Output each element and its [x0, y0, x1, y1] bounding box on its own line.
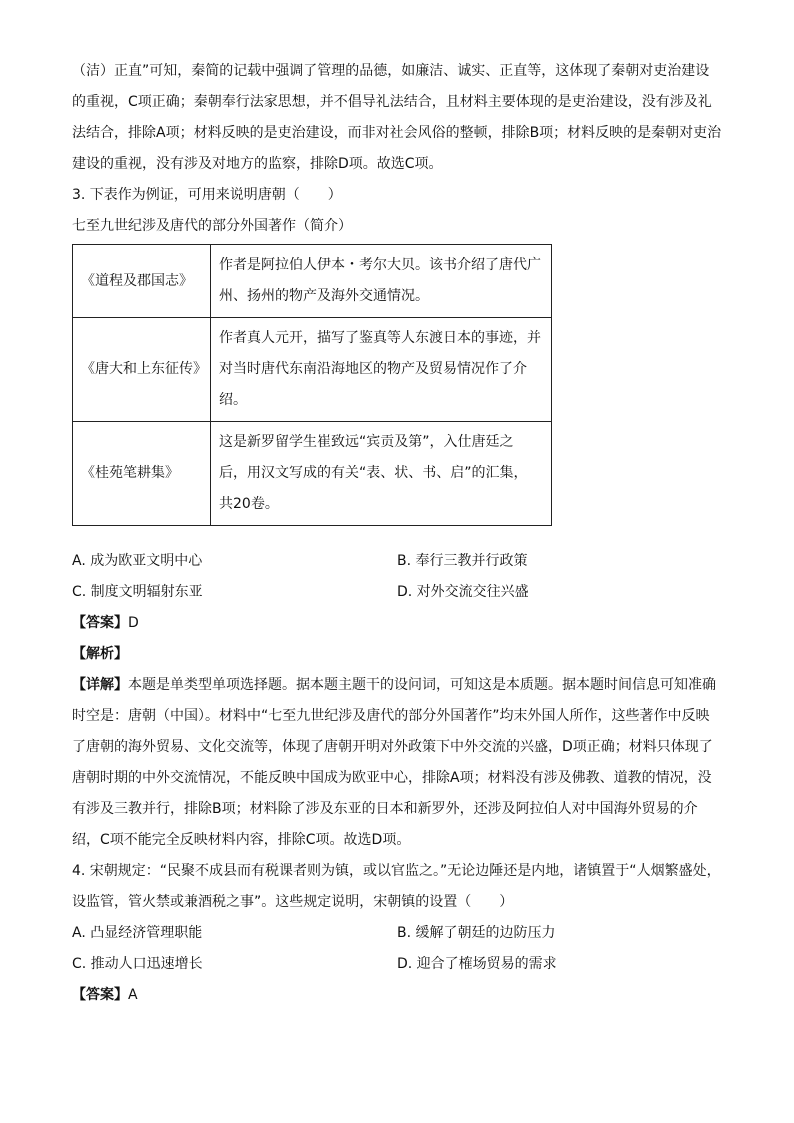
document-page: [72, 56, 722, 1011]
answer-value: A: [128, 987, 138, 1003]
table-title: 七至九世纪涉及唐代的部分外国著作（简介）: [72, 218, 352, 234]
foreign-works-table: [72, 244, 552, 526]
answer-label: 【答案】: [72, 987, 128, 1003]
question-3-analysis-heading: [72, 639, 722, 670]
table-row: [73, 422, 552, 526]
analysis-label: 【解析】: [72, 646, 128, 662]
option-c: C. 推动人口迅速增长: [72, 956, 203, 972]
question-4-stem: 4. 宋朝规定：“民聚不成县而有税课者则为镇，或以官监之。”无论边陲还是内地，诸镇置于“人烟繁盛处，设监管，管火禁或兼酒税之事”。这些规定说明，宋朝镇的设置（ ）: [72, 863, 721, 910]
work-description: 作者是阿拉伯人伊本・考尔大贝。该书介绍了唐代广州、扬州的物产及海外交通情况。: [211, 245, 552, 318]
previous-analysis-text: （洁）正直”可知，秦简的记载中强调了管理的品德，如廉洁、诚实、正直等，这体现了秦朝对吏治建设的重视，C项正确；秦朝奉行法家思想，并不倡导礼法结合，且材料主要体现的是吏治建设，没有涉及礼法结合，排除A项；材料反映的是吏治建设，而非对社会风俗的整顿，排除B项；材料反映的是秦朝对吏治建设的重视，没有涉及对地方的监察，排除D项。故选C项。: [72, 63, 722, 172]
work-name: 《桂苑笔耕集》: [73, 422, 211, 526]
option-c: C. 制度文明辐射东亚: [72, 584, 203, 600]
work-name: 《唐大和上东征传》: [73, 318, 211, 422]
option-d: D. 对外交流交往兴盛: [397, 584, 529, 600]
question-3-options: [72, 546, 722, 608]
work-description: 作者真人元开，描写了鉴真等人东渡日本的事迹，并对当时唐代东南沿海地区的物产及贸易情况作了介绍。: [211, 318, 552, 422]
option-b: B. 缓解了朝廷的边防压力: [397, 925, 556, 941]
table-row: [73, 318, 552, 422]
option-b: B. 奉行三教并行政策: [397, 553, 528, 569]
table-row: [73, 245, 552, 318]
detail-text: 本题是单类型单项选择题。据本题主题干的设问词，可知这是本质题。据本题时间信息可知准确时空是：唐朝（中国）。材料中“七至九世纪涉及唐代的部分外国著作”均末外国人所作，这些著作中反映了唐朝的海外贸易、文化交流等，体现了唐朝开明对外政策下中外交流的兴盛，D项正确；材料只体现了唐朝时期的中外交流情况，不能反映中国成为欧亚中心，排除A项；材料没有涉及佛教、道教的情况，没有涉及三教并行，排除B项；材料除了涉及东亚的日本和新罗外，还涉及阿拉伯人对中国海外贸易的介绍，C项不能完全反映材料内容，排除C项。故选D项。: [72, 677, 716, 848]
question-3-stem: 3. 下表作为例证，可用来说明唐朝（ ）: [72, 187, 342, 203]
work-description: 这是新罗留学生崔致远“宾贡及第”，入仕唐廷之后，用汉文写成的有关“表、状、书、启”的汇集，共20卷。: [211, 422, 552, 526]
option-a: A. 成为欧亚文明中心: [72, 553, 203, 569]
option-d: D. 迎合了榷场贸易的需求: [397, 956, 557, 972]
question-3-detail: [72, 670, 722, 856]
answer-label: 【答案】: [72, 615, 128, 631]
detail-label: 【详解】: [72, 677, 128, 693]
question-3-answer: [72, 608, 722, 639]
answer-value: D: [128, 615, 139, 631]
option-a: A. 凸显经济管理职能: [72, 925, 203, 941]
question-4-answer: [72, 980, 722, 1011]
work-name: 《道程及郡国志》: [73, 245, 211, 318]
question-4-options: [72, 918, 722, 980]
